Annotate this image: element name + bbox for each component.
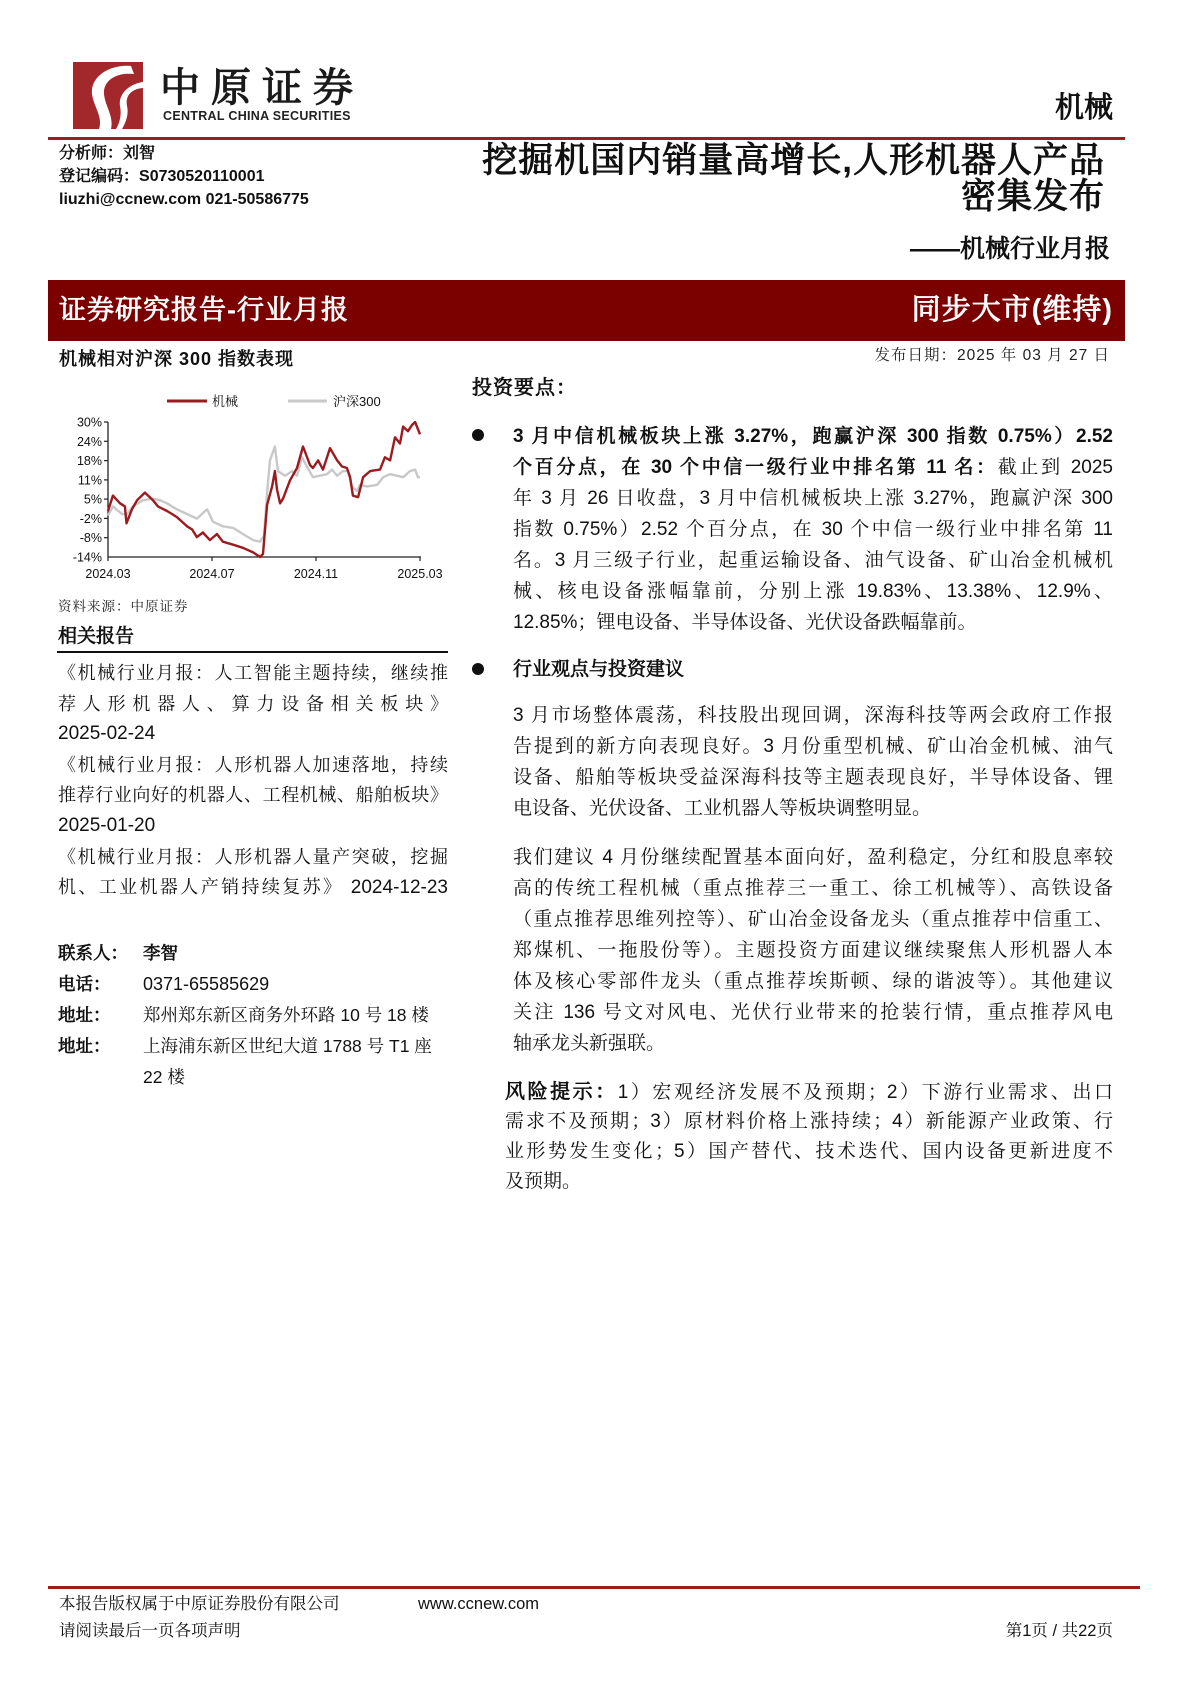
key-point-1-body-line: 指数 0.75%）2.52 个百分点，在 30 个中信一级行业中排名第 11	[513, 518, 1113, 540]
y-tick-label: 11%	[77, 473, 102, 488]
report-title-line-2: 密集发布	[960, 177, 1105, 216]
x-tick-label: 2024.07	[189, 567, 235, 581]
related-report-3-line-2[interactable]	[58, 872, 448, 903]
key-point-1-line-2	[513, 452, 1113, 483]
related-report-1-line-2[interactable]: 荐人形机器人、算力设备相关板块》	[58, 693, 448, 714]
related-report-1-date: 2025-02-24	[58, 723, 156, 745]
risk-warning	[505, 1077, 1113, 1197]
bullet-dot-icon	[472, 663, 484, 675]
key-point-2-paragraph-1	[513, 700, 1113, 824]
y-tick-label: -2%	[79, 511, 102, 526]
footer-disclaimer: 请阅读最后一页各项声明	[59, 1622, 241, 1640]
contact-address-row	[58, 1031, 453, 1062]
footer-website-link[interactable]: www.ccnew.com	[418, 1595, 540, 1613]
risk-line: 及预期。	[505, 1171, 582, 1192]
y-axis	[73, 416, 108, 565]
related-report-2-line-1[interactable]: 《机械行业月报：人形机器人加速落地，持续	[58, 754, 448, 775]
analyst-row	[59, 142, 309, 165]
risk-text: 1）宏观经济发展不及预期；2）下游行业需求、出口	[617, 1082, 1114, 1103]
header-divider	[48, 137, 1125, 140]
y-tick-label: 24%	[76, 434, 102, 449]
contact-person-label: 联系人：	[58, 943, 128, 963]
contact-address-continuation-row	[58, 1062, 453, 1093]
y-tick-label: 30%	[76, 415, 102, 430]
report-type: 证券研究报告-行业月报	[59, 295, 349, 325]
publish-date: 发布日期：2025 年 03 月 27 日	[874, 347, 1110, 364]
contact-address-row	[58, 1000, 453, 1031]
related-report-3-line-1[interactable]: 《机械行业月报：人形机器人量产突破，挖掘	[58, 846, 448, 867]
contact-phone-row	[58, 969, 453, 1000]
chart-source: 资料来源：中原证券	[58, 599, 189, 614]
performance-chart	[50, 385, 450, 590]
contact-address-shanghai-cont: 22 楼	[143, 1067, 185, 1087]
registration-code: S0730520110001	[139, 168, 265, 185]
contact-address-label: 地址：	[58, 1005, 111, 1025]
related-report-3-line-2-text: 机、工业机器人产销持续复苏》	[58, 877, 344, 898]
footer-divider	[48, 1586, 1140, 1589]
related-reports-title: 相关报告	[58, 626, 135, 647]
paragraph-line: 轴承龙头新强联。	[513, 1032, 666, 1054]
paragraph-line: （重点推荐思维列控等）、矿山冶金设备龙头（重点推荐中信重工、	[513, 908, 1113, 930]
report-banner	[48, 280, 1125, 341]
rating-label: 同步大市(维持)	[911, 294, 1113, 326]
related-report-2-line-2[interactable]: 推荐行业向好的机器人、工程机械、船舶板块》	[58, 785, 448, 806]
related-reports-list	[58, 658, 448, 903]
report-title-line-1: 挖掘机国内销量高增长,人形机器人产品	[482, 141, 1105, 180]
y-tick-label: -14%	[72, 550, 102, 565]
company-name-en: CENTRAL CHINA SECURITIES	[163, 109, 351, 123]
chart-svg	[50, 385, 450, 590]
bullet-dot-icon	[472, 429, 484, 441]
key-point-1-body-line: 名。3 月三级子行业，起重运输设备、油气设备、矿山冶金机械机	[513, 549, 1113, 571]
industry-tag: 机械	[1054, 92, 1113, 124]
analyst-name: 刘智	[123, 145, 156, 162]
key-point-1-body-line: 12.85%；锂电设备、半导体设备、光伏设备跌幅靠前。	[513, 611, 977, 633]
paragraph-line: 告提到的新方向表现良好。3 月份重型机械、矿山冶金机械、油气	[513, 735, 1113, 757]
key-point-1-body-line: 械、核电设备涨幅靠前，分别上涨 19.83%、13.38%、12.9%、	[513, 580, 1113, 602]
risk-line: 业形势发生变化；5）国产替代、技术迭代、国内设备更新进度不	[505, 1141, 1113, 1162]
chart-legend	[167, 394, 381, 409]
contact-person-name: 李智	[143, 943, 178, 963]
analyst-email[interactable]: liuzhi@ccnew.com	[59, 191, 202, 208]
contact-phone-label: 电话：	[58, 974, 111, 994]
y-tick-label: 5%	[83, 492, 102, 507]
key-point-1-heading-line-1: 3 月中信机械板块上涨 3.27%，跑赢沪深 300 指数 0.75%）2.52	[513, 425, 1113, 447]
risk-label: 风险提示：	[505, 1081, 618, 1103]
report-subtitle: ——机械行业月报	[909, 235, 1110, 263]
paragraph-line: 我们建议 4 月份继续配置基本面向好，盈利稳定，分红和股息率较	[513, 846, 1113, 868]
paragraph-line: 高的传统工程机械（重点推荐三一重工、徐工机械等）、高铁设备	[513, 877, 1113, 899]
contact-phone-value: 0371-65585629	[143, 974, 270, 994]
key-point-2-heading: 行业观点与投资建议	[513, 658, 685, 680]
page-number: 第1页 / 共22页	[1005, 1622, 1113, 1640]
company-name-cn: 中原证券	[160, 64, 364, 111]
x-tick-label: 2025.03	[397, 567, 443, 581]
key-point-2-paragraph-2	[513, 842, 1113, 1059]
contact-row	[59, 188, 309, 211]
registration-row	[59, 165, 309, 188]
related-report-3-date: 2024-12-23	[350, 877, 448, 899]
series-line-jixie	[108, 422, 420, 557]
x-tick-label: 2024.03	[85, 567, 131, 581]
legend-label-jixie: 机械	[212, 394, 239, 409]
contact-person-row	[58, 938, 453, 969]
chart-caption: 机械相对沪深 300 指数表现	[59, 349, 295, 369]
related-report-1-line-1[interactable]: 《机械行业月报：人工智能主题持续，继续推	[58, 663, 448, 683]
paragraph-line: 关注 136 号文对风电、光伏行业带来的抢装行情，重点推荐风电	[513, 1001, 1113, 1023]
paragraph-line: 电设备、光伏设备、工业机器人等板块调整明显。	[513, 797, 932, 819]
key-point-1	[513, 421, 1113, 638]
risk-line-1	[505, 1077, 1113, 1107]
paragraph-line: 体及核心零部件龙头（重点推荐埃斯顿、绿的谐波等）。其他建议	[513, 970, 1113, 992]
contact-address-shanghai: 上海浦东新区世纪大道 1788 号 T1 座	[143, 1036, 432, 1056]
contact-address-label: 地址：	[58, 1036, 111, 1056]
series-line-hs300	[108, 447, 420, 542]
x-axis	[85, 557, 442, 581]
paragraph-line: 3 月市场整体震荡，科技股出现回调，深海科技等两会政府工作报	[513, 704, 1113, 726]
contact-address-zhengzhou: 郑州郑东新区商务外环路 10 号 18 楼	[143, 1005, 429, 1025]
y-tick-label: 18%	[76, 454, 102, 469]
analyst-label: 分析师：	[59, 145, 124, 162]
registration-label: 登记编码：	[59, 168, 140, 185]
key-point-1-body-start: 截止到 2025	[997, 456, 1113, 478]
key-points-title: 投资要点：	[472, 377, 577, 399]
key-point-1-heading-line-2: 个百分点，在 30 个中信一级行业中排名第 11 名：	[513, 456, 998, 478]
ccs-logo-icon	[73, 62, 143, 129]
related-report-2-date: 2025-01-20	[58, 814, 156, 836]
paragraph-line: 设备、船舶等板块受益深海科技等主题表现良好，半导体设备、锂	[513, 766, 1113, 788]
contact-info	[58, 938, 453, 1093]
x-tick-label: 2024.11	[293, 567, 339, 581]
footer-copyright: 本报告版权属于中原证券股份有限公司	[59, 1595, 340, 1613]
related-reports-divider	[57, 651, 448, 653]
y-tick-label: -8%	[79, 531, 102, 546]
company-logo	[73, 62, 143, 129]
paragraph-line: 郑煤机、一拖股份等）。主题投资方面建议继续聚焦人形机器人本	[513, 939, 1113, 961]
legend-label-hs300: 沪深300	[333, 394, 381, 409]
contact-label-spacer	[58, 1062, 143, 1093]
analyst-phone: 021-50586775	[205, 191, 309, 208]
analyst-info	[59, 142, 309, 211]
key-point-1-body-line: 年 3 月 26 日收盘，3 月中信机械板块上涨 3.27%，跑赢沪深 300	[513, 487, 1113, 509]
risk-line: 需求不及预期；3）原材料价格上涨持续；4）新能源产业政策、行	[505, 1111, 1113, 1132]
